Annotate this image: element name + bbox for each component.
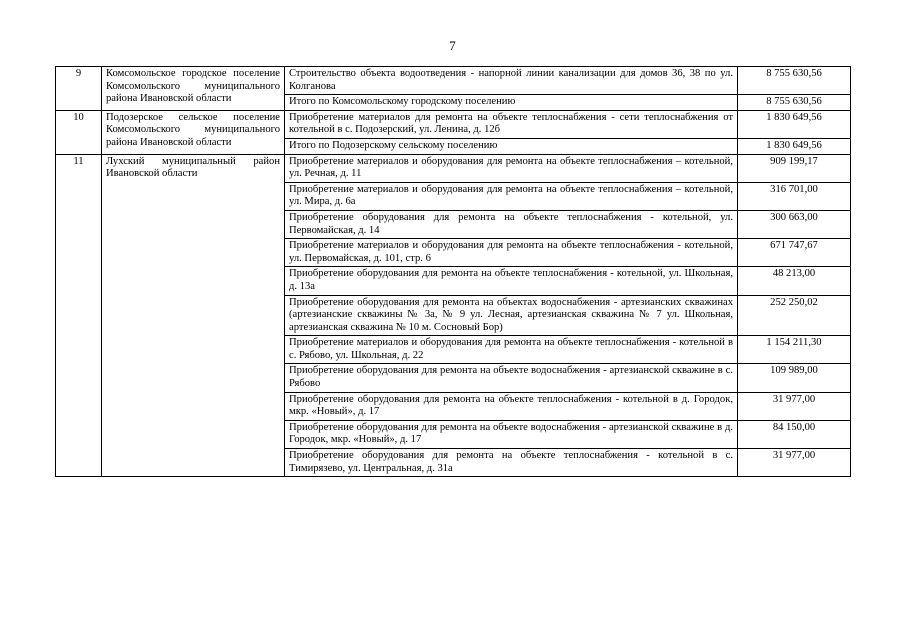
item-description: Строительство объекта водоотведения - напорной линии канализации для домов 36, 38 по ул. Колганова <box>285 67 738 95</box>
item-description: Приобретение оборудования для ремонта на объекте теплоснабжения - котельной, ул. Школьная, д. 13а <box>285 267 738 295</box>
item-amount: 1 154 211,30 <box>738 336 851 364</box>
municipality-name: Подозерское сельское поселение Комсомольского муниципального района Ивановской области <box>102 110 285 154</box>
table-row <box>56 110 851 138</box>
municipality-name: Комсомольское городское поселение Комсомольского муниципального района Ивановской области <box>102 67 285 111</box>
item-amount: 300 663,00 <box>738 210 851 238</box>
row-number: 10 <box>56 110 102 154</box>
item-amount: 316 701,00 <box>738 182 851 210</box>
item-description: Приобретение оборудования для ремонта на объекте водоснабжения - артезианской скважине в с. Рябово <box>285 364 738 392</box>
item-description: Приобретение оборудования для ремонта на объекте теплоснабжения - котельной в д. Городок, мкр. «Новый», д. 17 <box>285 392 738 420</box>
item-amount: 31 977,00 <box>738 392 851 420</box>
row-number: 11 <box>56 154 102 477</box>
item-amount: 671 747,67 <box>738 239 851 267</box>
item-description: Приобретение материалов и оборудования для ремонта на объекте теплоснабжения – котельной, ул. Речная, д. 11 <box>285 154 738 182</box>
item-description: Приобретение оборудования для ремонта на объекте водоснабжения - артезианской скважине в д. Городок, мкр. «Новый», д. 17 <box>285 420 738 448</box>
item-amount: 8 755 630,56 <box>738 67 851 95</box>
item-description: Приобретение оборудования для ремонта на объекте теплоснабжения - котельной, ул. Первомайская, д. 14 <box>285 210 738 238</box>
budget-table-body <box>56 67 851 477</box>
item-description: Приобретение оборудования для ремонта на объектах водоснабжения - артезианских скважинах (артезианские скважины № 3а, № 9 ул. Лесная, артезианская скважина № 7 ул. Школьная, артезианская скважина № 10 м. Сосновый Бор) <box>285 295 738 336</box>
table-row <box>56 154 851 182</box>
item-amount: 252 250,02 <box>738 295 851 336</box>
item-amount: 909 199,17 <box>738 154 851 182</box>
page-number: 7 <box>449 38 456 53</box>
item-amount: 1 830 649,56 <box>738 138 851 154</box>
item-description: Приобретение оборудования для ремонта на объекте теплоснабжения - котельной в с. Тимирязево, ул. Центральная, д. 31а <box>285 449 738 477</box>
item-amount: 31 977,00 <box>738 449 851 477</box>
item-amount: 48 213,00 <box>738 267 851 295</box>
budget-table <box>55 66 851 477</box>
item-description: Итого по Комсомольскому городскому поселению <box>285 95 738 111</box>
item-description: Приобретение материалов и оборудования для ремонта на объекте теплоснабжения – котельной, ул. Мира, д. 6а <box>285 182 738 210</box>
item-description: Итого по Подозерскому сельскому поселению <box>285 138 738 154</box>
municipality-name: Лухский муниципальный район Ивановской области <box>102 154 285 477</box>
item-description: Приобретение материалов и оборудования для ремонта на объекте теплоснабжения - котельной, ул. Первомайская, д. 101, стр. 6 <box>285 239 738 267</box>
item-description: Приобретение материалов для ремонта на объекте теплоснабжения - сети теплоснабжения от котельной в с. Подозерский, ул. Ленина, д. 12б <box>285 110 738 138</box>
item-description: Приобретение материалов и оборудования для ремонта на объекте теплоснабжения - котельной в с. Рябово, ул. Школьная, д. 22 <box>285 336 738 364</box>
table-row <box>56 67 851 95</box>
item-amount: 84 150,00 <box>738 420 851 448</box>
row-number: 9 <box>56 67 102 111</box>
item-amount: 1 830 649,56 <box>738 110 851 138</box>
item-amount: 109 989,00 <box>738 364 851 392</box>
item-amount: 8 755 630,56 <box>738 95 851 111</box>
